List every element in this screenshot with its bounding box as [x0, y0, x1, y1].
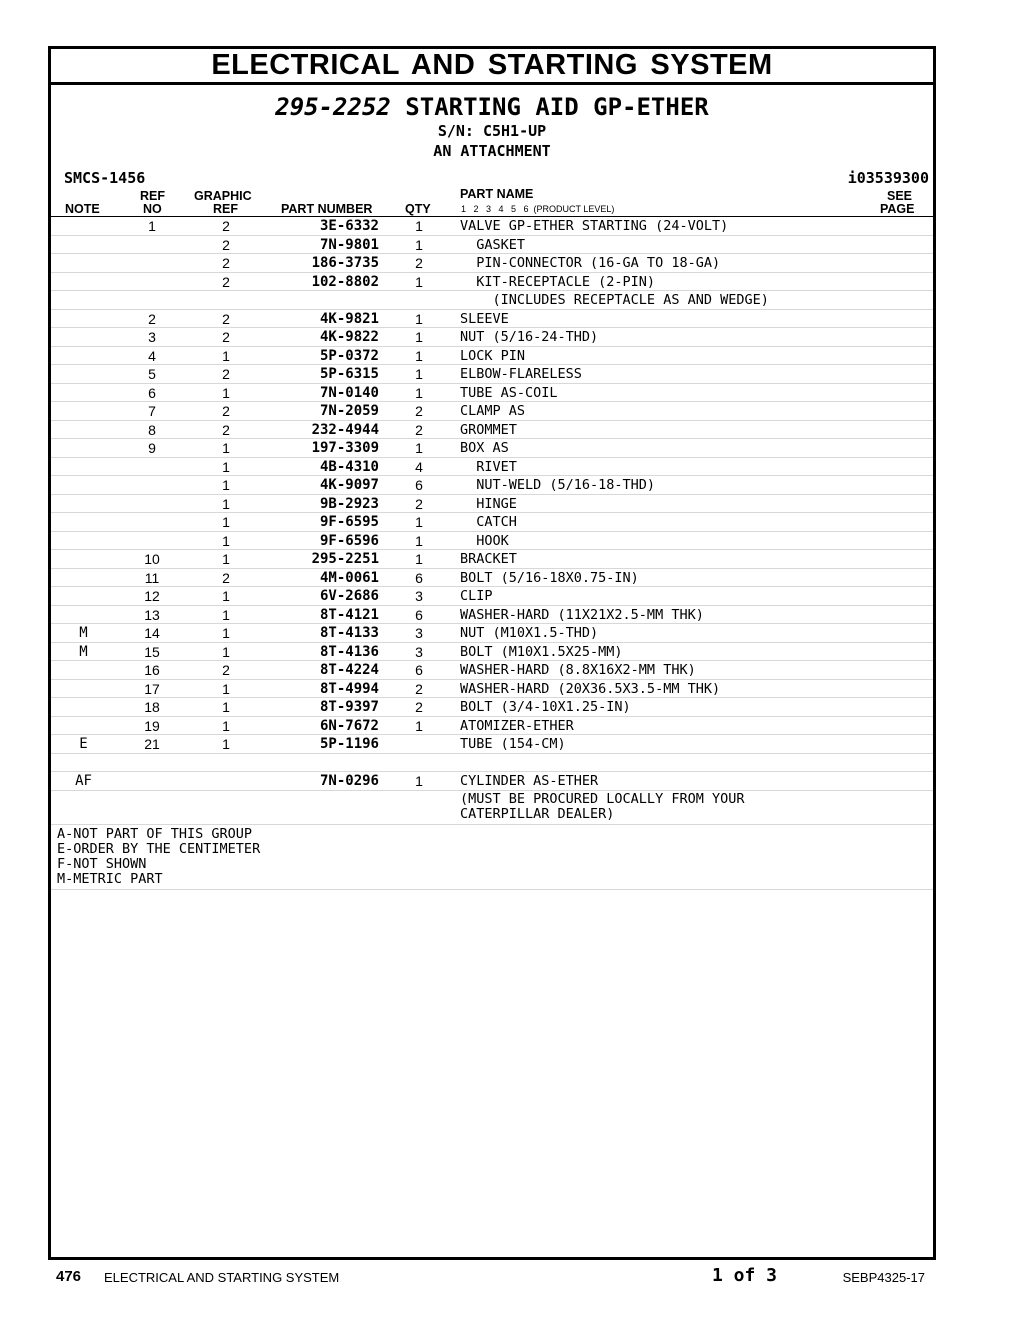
cell-part-number: 4K-9097	[319, 477, 379, 493]
cell-part-number: 7N-2059	[319, 403, 379, 419]
cell-part-name: NUT (5/16-24-THD)	[460, 329, 599, 345]
cell-part-number: 7N-9801	[319, 236, 379, 253]
table-row	[51, 476, 933, 495]
table-row	[51, 328, 933, 347]
cell-part-name: BOLT (5/16-18X0.75-IN)	[460, 569, 639, 586]
cell-graphic-ref: 2	[222, 662, 230, 678]
cell-qty: 3	[415, 625, 423, 641]
cell-part-name: NUT (M10X1.5-THD)	[460, 625, 599, 641]
group-name: STARTING AID GP-ETHER	[405, 93, 709, 121]
cell-part-number: 9F-6596	[319, 532, 379, 549]
cell-part-number: 8T-4133	[319, 625, 379, 641]
table-row	[51, 291, 933, 310]
table-row	[51, 439, 933, 458]
cell-part-name: GASKET	[460, 236, 526, 253]
cell-note: E	[79, 736, 88, 752]
cell-part-name: ATOMIZER-ETHER	[460, 717, 574, 734]
table-row	[51, 772, 933, 791]
cell-qty: 4	[415, 458, 423, 475]
cell-qty: 1	[415, 273, 423, 290]
smcs-code: SMCS-1456	[64, 169, 146, 187]
legend-line: M-METRIC PART	[57, 870, 163, 887]
table-row	[51, 735, 933, 754]
cell-graphic-ref: 1	[222, 699, 230, 715]
cell-graphic-ref: 1	[222, 514, 230, 530]
table-row	[51, 310, 933, 329]
parts-list	[51, 217, 933, 825]
cell-graphic-ref: 1	[222, 495, 230, 512]
table-row	[51, 624, 933, 643]
section-title: ELECTRICAL AND STARTING SYSTEM	[51, 49, 933, 85]
group-header	[51, 93, 933, 161]
cell-part-name: SLEEVE	[460, 310, 509, 327]
cell-part-name: BOLT (3/4-10X1.25-IN)	[460, 699, 631, 715]
cell-graphic-ref: 1	[222, 440, 230, 456]
table-row	[51, 643, 933, 662]
cell-part-name: CLAMP AS	[460, 403, 526, 419]
cell-ref-no: 12	[144, 588, 160, 604]
cell-part-number: 8T-9397	[319, 699, 379, 715]
cell-qty: 6	[415, 477, 423, 493]
cell-part-name: BOLT (M10X1.5X25-MM)	[460, 643, 623, 660]
cell-part-name: WASHER-HARD (8.8X16X2-MM THK)	[460, 662, 696, 678]
cell-part-number: 232-4944	[311, 421, 379, 438]
cell-qty: 1	[415, 218, 423, 234]
cell-part-name: WASHER-HARD (11X21X2.5-MM THK)	[460, 606, 704, 623]
table-row	[51, 791, 933, 825]
col-part-name: PART NAME	[460, 187, 534, 201]
cell-qty: 1	[415, 532, 423, 549]
cell-part-name: LOCK PIN	[460, 347, 526, 364]
cell-ref-no: 2	[148, 310, 156, 327]
cell-ref-no: 5	[148, 366, 156, 382]
col-graphic-top: GRAPHIC	[194, 189, 252, 203]
cell-graphic-ref: 2	[222, 236, 230, 253]
cell-graphic-ref: 1	[222, 532, 230, 549]
cell-part-name: PIN-CONNECTOR (16-GA TO 18-GA)	[460, 255, 721, 271]
cell-ref-no: 13	[144, 606, 160, 623]
cell-graphic-ref: 2	[222, 218, 230, 234]
page-of-count: 1 of 3	[712, 1265, 778, 1286]
table-row	[51, 754, 933, 773]
col-ref-bottom: NO	[143, 202, 162, 216]
cell-part-name: BRACKET	[460, 551, 517, 567]
cell-part-number: 3E-6332	[319, 218, 379, 234]
cell-part-name: BOX AS	[460, 440, 509, 456]
cell-graphic-ref: 2	[222, 329, 230, 345]
cell-qty: 6	[415, 569, 423, 586]
cell-part-name: WASHER-HARD (20X36.5X3.5-MM THK)	[460, 680, 721, 697]
table-row	[51, 458, 933, 477]
col-see-bottom: PAGE	[880, 202, 915, 216]
col-note: NOTE	[65, 202, 100, 216]
illustration-id: i03539300	[847, 169, 929, 187]
cell-part-number: 8T-4994	[319, 680, 379, 697]
cell-part-name: (INCLUDES RECEPTACLE AS AND WEDGE)	[460, 292, 769, 308]
cell-ref-no: 7	[148, 403, 156, 419]
cell-graphic-ref: 2	[222, 273, 230, 290]
cell-ref-no: 9	[148, 440, 156, 456]
cell-qty: 1	[415, 236, 423, 253]
cell-graphic-ref: 2	[222, 421, 230, 438]
legend-line: E-ORDER BY THE CENTIMETER	[57, 840, 261, 857]
cell-qty: 1	[415, 384, 423, 401]
cell-qty: 2	[415, 495, 423, 512]
table-row	[51, 273, 933, 292]
col-see-top: SEE	[887, 189, 913, 203]
code-bar	[51, 167, 933, 189]
column-headers	[51, 189, 933, 217]
cell-ref-no: 21	[144, 736, 160, 752]
col-qty: QTY	[405, 202, 431, 216]
page-footer	[0, 1262, 1020, 1292]
cell-part-number: 5P-0372	[319, 347, 379, 364]
cell-ref-no: 3	[148, 329, 156, 345]
cell-ref-no: 17	[144, 680, 160, 697]
table-row	[51, 698, 933, 717]
cell-graphic-ref: 2	[222, 403, 230, 419]
cell-part-name: HOOK	[460, 532, 509, 549]
cell-part-number: 4K-9821	[319, 310, 379, 327]
col-part-number: PART NUMBER	[281, 202, 373, 216]
cell-part-number: 5P-6315	[319, 366, 379, 382]
cell-part-number: 4K-9822	[319, 329, 379, 345]
legend-line: F-NOT SHOWN	[57, 855, 147, 872]
document-code: SEBP4325-17	[842, 1270, 925, 1285]
cell-part-number: 7N-0296	[319, 773, 379, 789]
cell-graphic-ref: 2	[222, 310, 230, 327]
cell-part-number: 9F-6595	[319, 514, 379, 530]
table-row	[51, 495, 933, 514]
cell-note: M	[79, 625, 88, 641]
table-row	[51, 513, 933, 532]
cell-qty: 1	[415, 773, 423, 789]
cell-part-name: TUBE (154-CM)	[460, 736, 566, 752]
cell-note: M	[79, 643, 88, 660]
cell-ref-no: 1	[148, 218, 156, 234]
cell-part-number: 6V-2686	[319, 588, 379, 604]
cell-ref-no: 10	[144, 551, 160, 567]
cell-graphic-ref: 1	[222, 625, 230, 641]
cell-part-number: 7N-0140	[319, 384, 379, 401]
cell-part-number: 186-3735	[311, 255, 379, 271]
cell-qty: 2	[415, 421, 423, 438]
cell-qty: 1	[415, 551, 423, 567]
col-product-level: 1 2 3 4 5 6 (PRODUCT LEVEL)	[461, 204, 615, 214]
table-row	[51, 550, 933, 569]
cell-graphic-ref: 2	[222, 366, 230, 382]
cell-part-number: 4B-4310	[319, 458, 379, 475]
table-row	[51, 365, 933, 384]
cell-part-number: 8T-4136	[319, 643, 379, 660]
cell-part-number: 4M-0061	[319, 569, 379, 586]
cell-graphic-ref: 1	[222, 347, 230, 364]
cell-part-number: 8T-4121	[319, 606, 379, 623]
cell-qty: 1	[415, 347, 423, 364]
cell-ref-no: 8	[148, 421, 156, 438]
table-row	[51, 402, 933, 421]
cell-ref-no: 19	[144, 717, 160, 734]
cell-qty: 3	[415, 643, 423, 660]
cell-qty: 1	[415, 329, 423, 345]
cell-graphic-ref: 1	[222, 606, 230, 623]
cell-graphic-ref: 1	[222, 458, 230, 475]
cell-part-number: 8T-4224	[319, 662, 379, 678]
cell-ref-no: 14	[144, 625, 160, 641]
cell-ref-no: 16	[144, 662, 160, 678]
table-row	[51, 569, 933, 588]
cell-qty: 6	[415, 662, 423, 678]
cell-qty: 2	[415, 403, 423, 419]
table-row	[51, 347, 933, 366]
cell-qty: 2	[415, 680, 423, 697]
cell-part-number: 9B-2923	[319, 495, 379, 512]
notes-legend	[51, 825, 933, 890]
cell-ref-no: 4	[148, 347, 156, 364]
table-row	[51, 236, 933, 255]
cell-graphic-ref: 2	[222, 569, 230, 586]
table-row	[51, 532, 933, 551]
cell-ref-no: 6	[148, 384, 156, 401]
footer-section: ELECTRICAL AND STARTING SYSTEM	[104, 1270, 340, 1285]
cell-part-name: NUT-WELD (5/16-18-THD)	[460, 477, 656, 493]
cell-graphic-ref: 1	[222, 680, 230, 697]
cell-qty: 1	[415, 514, 423, 530]
cell-part-name: (MUST BE PROCURED LOCALLY FROM YOUR CATERPILLAR DEALER)	[460, 790, 745, 822]
cell-qty: 6	[415, 606, 423, 623]
cell-part-name: CLIP	[460, 588, 493, 604]
cell-graphic-ref: 1	[222, 384, 230, 401]
page-number: 476	[56, 1268, 82, 1285]
cell-part-name: RIVET	[460, 458, 517, 475]
cell-graphic-ref: 1	[222, 736, 230, 752]
table-row	[51, 606, 933, 625]
table-row	[51, 587, 933, 606]
table-row	[51, 384, 933, 403]
table-row	[51, 661, 933, 680]
col-graphic-bottom: REF	[213, 202, 238, 216]
cell-qty: 1	[415, 366, 423, 382]
table-row	[51, 717, 933, 736]
cell-part-number: 102-8802	[311, 273, 379, 290]
table-row	[51, 421, 933, 440]
cell-graphic-ref: 2	[222, 255, 230, 271]
cell-ref-no: 11	[144, 569, 160, 586]
serial-range: S/N: C5H1-UP	[437, 122, 547, 140]
cell-graphic-ref: 1	[222, 588, 230, 604]
cell-ref-no: 18	[144, 699, 160, 715]
cell-part-number: 295-2251	[311, 551, 379, 567]
cell-graphic-ref: 1	[222, 477, 230, 493]
cell-qty: 1	[415, 717, 423, 734]
cell-part-name: GROMMET	[460, 421, 517, 438]
cell-part-name: TUBE AS-COIL	[460, 384, 558, 401]
attachment-label: AN ATTACHMENT	[433, 142, 551, 160]
table-row	[51, 254, 933, 273]
cell-part-name: CYLINDER AS-ETHER	[460, 773, 599, 789]
cell-note: AF	[75, 773, 92, 789]
parts-page-frame	[48, 46, 936, 1260]
cell-qty: 3	[415, 588, 423, 604]
cell-qty: 1	[415, 310, 423, 327]
col-ref-top: REF	[140, 189, 165, 203]
table-row	[51, 217, 933, 236]
cell-qty: 1	[415, 440, 423, 456]
cell-qty: 2	[415, 699, 423, 715]
cell-part-name: CATCH	[460, 514, 517, 530]
cell-graphic-ref: 1	[222, 643, 230, 660]
cell-part-number: 197-3309	[311, 440, 379, 456]
cell-part-name: KIT-RECEPTACLE (2-PIN)	[460, 273, 656, 290]
cell-ref-no: 15	[144, 643, 160, 660]
legend-line: A-NOT PART OF THIS GROUP	[57, 825, 253, 842]
table-row	[51, 680, 933, 699]
group-number: 295-2252	[275, 93, 391, 121]
cell-part-number: 5P-1196	[319, 736, 379, 752]
cell-graphic-ref: 1	[222, 551, 230, 567]
cell-part-name: ELBOW-FLARELESS	[460, 366, 582, 382]
cell-part-name: VALVE GP-ETHER STARTING (24-VOLT)	[460, 218, 729, 234]
cell-qty: 2	[415, 255, 423, 271]
cell-part-name: HINGE	[460, 495, 517, 512]
cell-part-number: 6N-7672	[319, 717, 379, 734]
group-title	[51, 93, 933, 121]
cell-graphic-ref: 1	[222, 717, 230, 734]
